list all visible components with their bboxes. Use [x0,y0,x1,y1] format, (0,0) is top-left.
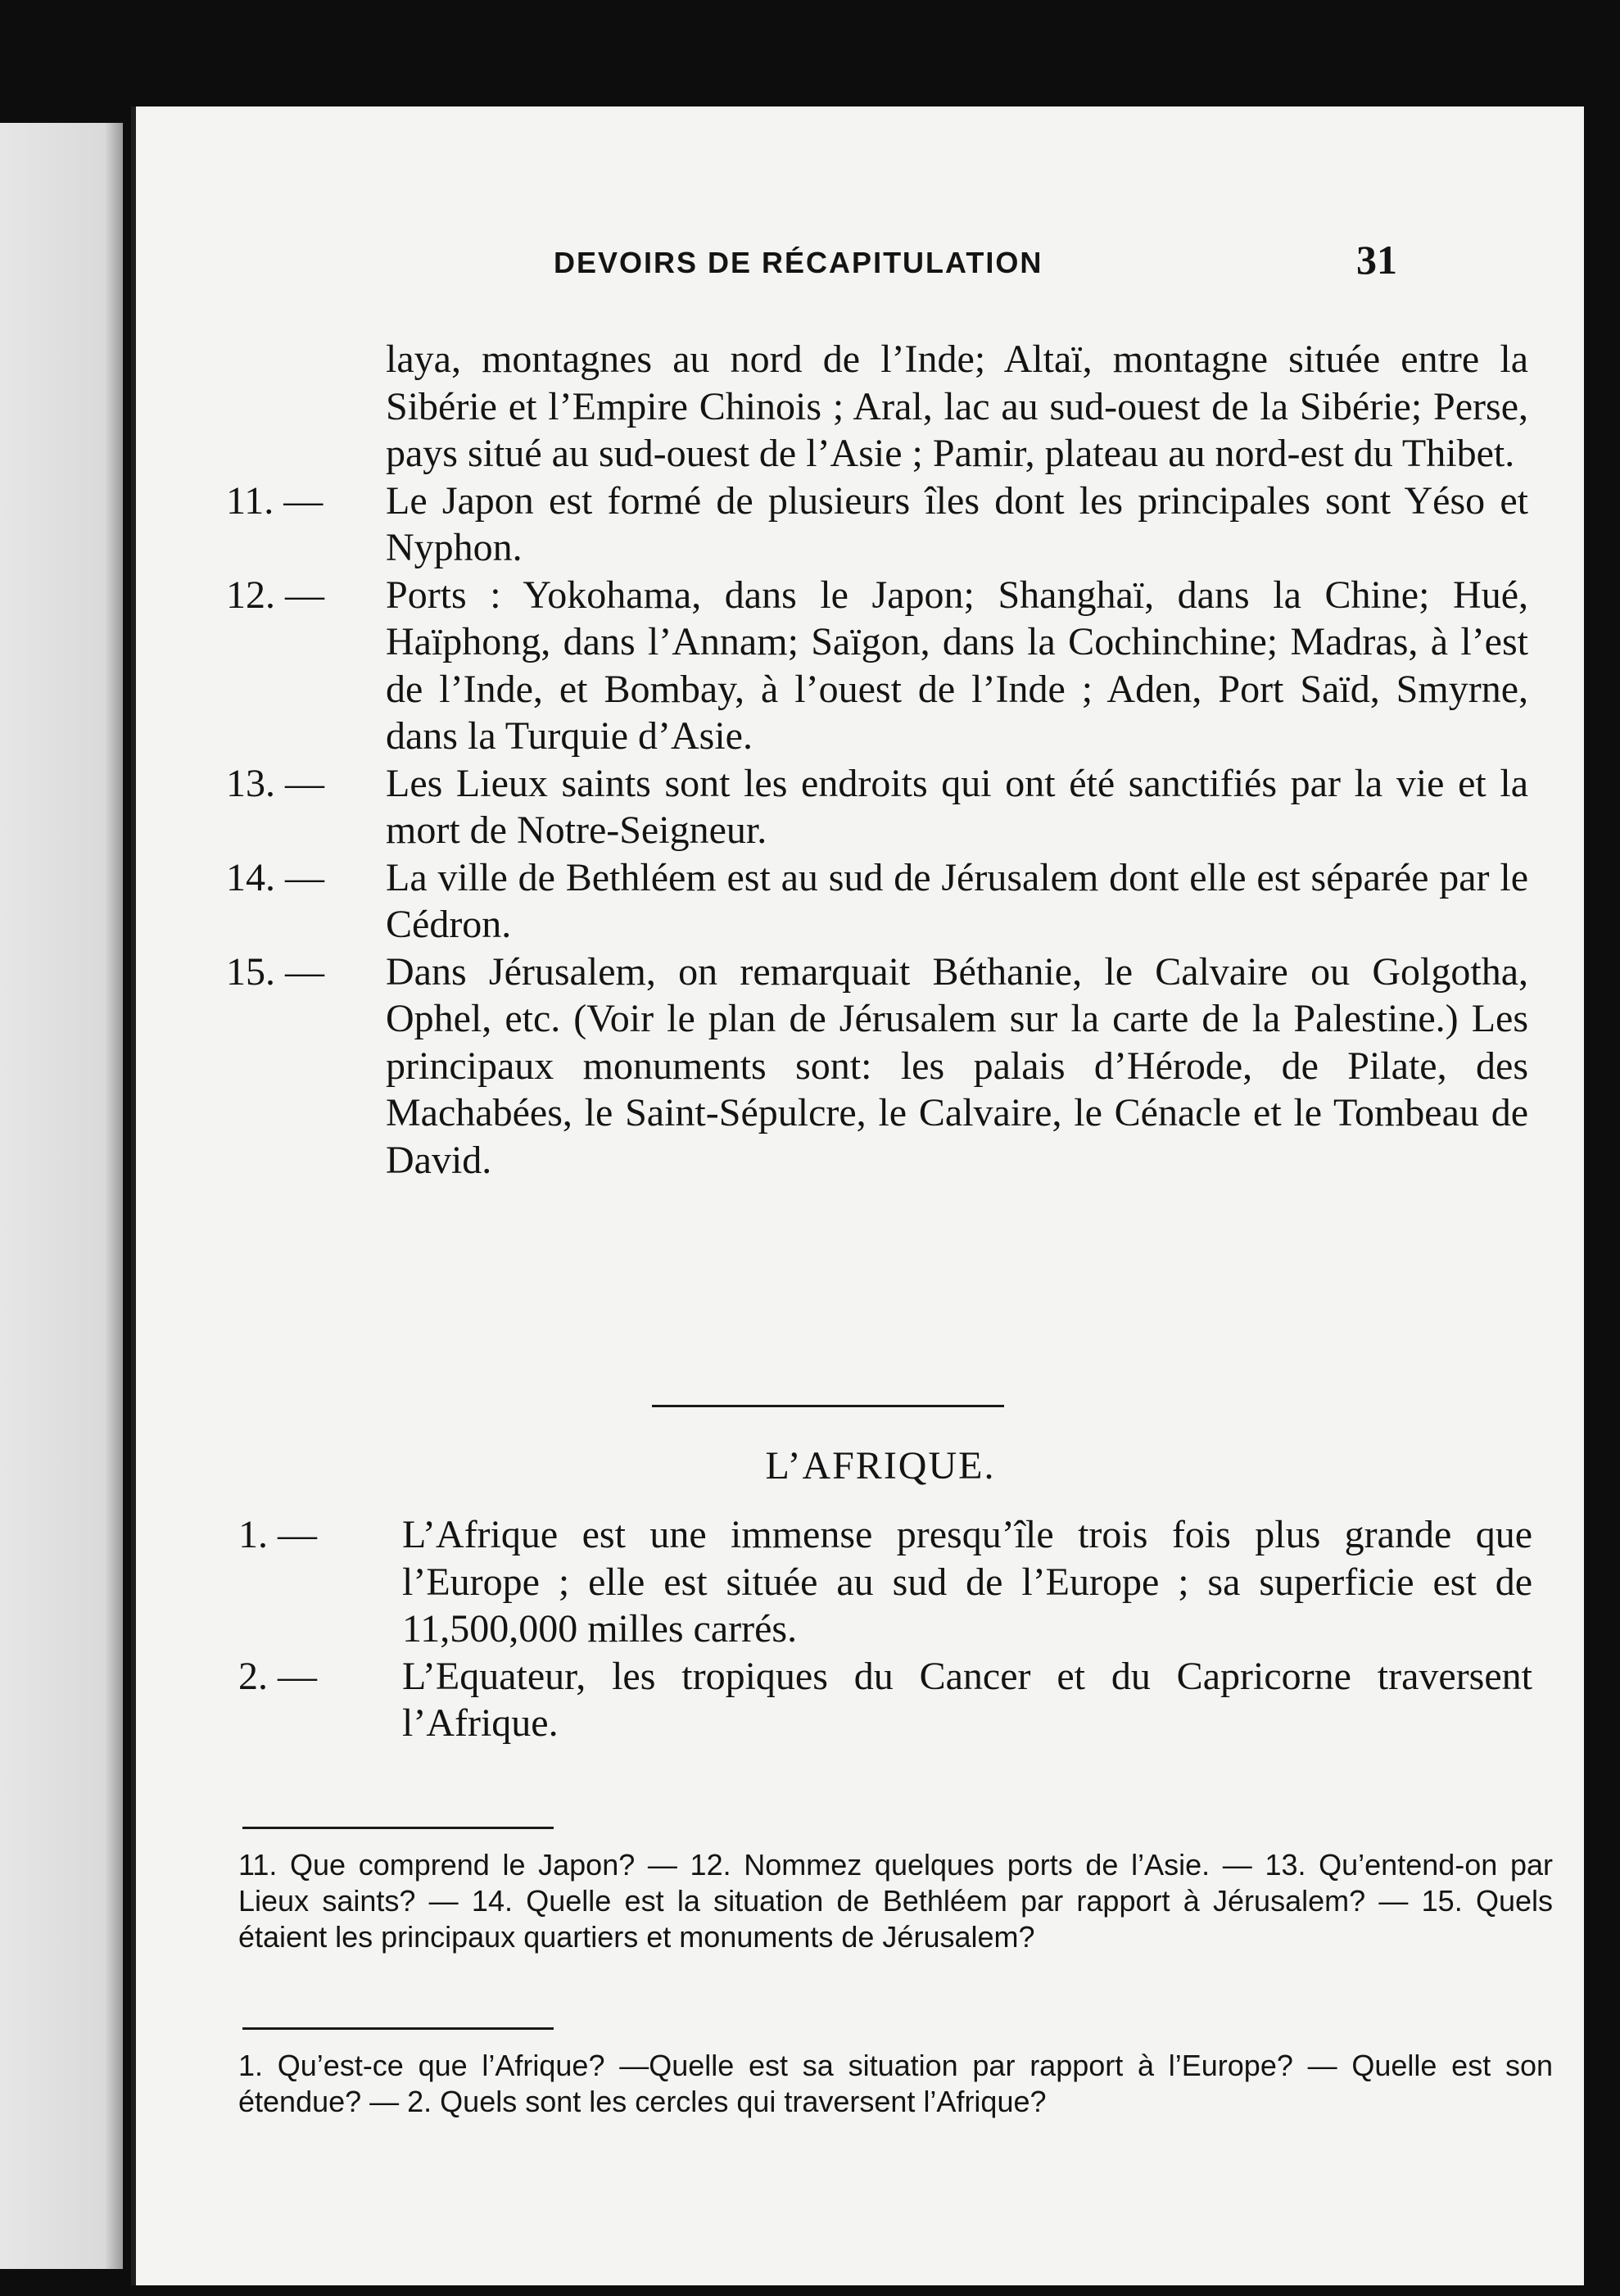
answer-number: 13. — [226,761,324,805]
page-number: 31 [1356,237,1397,283]
answer-number: 12. — [226,573,324,617]
footnote-asia-questions: 11. Que comprend le Japon? — 12. Nommez quelques ports de l’Asie. — 13. Qu’entend-on par Lieux saints? — 14. Quelle est la situation de Bethléem par rapport à Jérusalem? — 15. Quels étaient les principaux quartiers et monuments de Jérusalem? [238,1848,1553,1954]
answer-text: L’Afrique est une immense presqu’île trois fois plus grande que l’Europe ; elle est située au sud de l’Europe ; sa superficie est de 11,500,000 milles carrés. [402,1513,1532,1651]
answer-item [226,478,1528,572]
answer-number: 14. — [226,855,324,899]
facing-page-edge [0,123,123,2269]
footnote-rule [242,1827,554,1829]
answer-text: La ville de Bethléem est au sud de Jérusalem dont elle est séparée par le Cédron. [386,855,1528,946]
footnote-rule [242,2027,554,2030]
answer-text: L’Equateur, les tropiques du Cancer et du Capricorne traversent l’Afrique. [402,1654,1532,1745]
answer-continuation [226,336,1528,478]
answer-text: Ports : Yokohama, dans le Japon; Shanghaï, dans la Chine; Hué, Haïphong, dans l’Annam; Saïgon, dans la Cochinchine; Madras, à l’est de l’Inde, et Bombay, à l’ouest de l’Inde ; Aden, Port Saïd, Smyrne, dans la Turquie d’Asie. [386,573,1528,758]
section-title: L’AFRIQUE. [765,1444,996,1488]
answer-item [226,854,1528,949]
answer-number: 2. — [238,1654,317,1698]
answer-number: 15. — [226,949,324,994]
answer-text: Dans Jérusalem, on remarquait Béthanie, le Calvaire ou Golgotha, Ophel, etc. (Voir le plan de Jérusalem sur la carte de la Palestine.) Les principaux monuments sont: les palais d’Hérode, de Pilate, des Machabées, le Saint-Sépulcre, le Calvaire, le Cénacle et le Tombeau de David. [386,949,1528,1182]
answer-item [238,1511,1532,1653]
answer-item [226,760,1528,854]
book-page [131,106,1584,2285]
section-divider [652,1405,1004,1407]
answer-text: Les Lieux saints sont les endroits qui ont été sanctifiés par la vie et la mort de Notre-Seigneur. [386,761,1528,852]
asia-answers [226,336,1528,1184]
answer-item [226,572,1528,760]
page-header [136,237,1584,295]
answer-number: 11. — [226,478,324,523]
answer-text: Le Japon est formé de plusieurs îles dont les principales sont Yéso et Nyphon. [386,478,1528,569]
answer-item [238,1653,1532,1747]
answer-text: laya, montagnes au nord de l’Inde; Altaï, montagne située entre la Sibérie et l’Empire Chinois ; Aral, lac au sud-ouest de la Sibérie; Perse, pays situé au sud-ouest de l’Asie ; Pamir, plateau au nord-est du Thibet. [386,337,1528,475]
africa-answers [238,1511,1532,1747]
answer-number: 1. — [238,1513,317,1556]
running-title: DEVOIRS DE RÉCAPITULATION [554,246,1043,279]
answer-item [226,949,1528,1184]
footnote-africa-questions: 1. Qu’est-ce que l’Afrique? —Quelle est sa situation par rapport à l’Europe? — Quelle est son étendue? — 2. Quels sont les cercles qui traversent l’Afrique? [238,2049,1553,2118]
